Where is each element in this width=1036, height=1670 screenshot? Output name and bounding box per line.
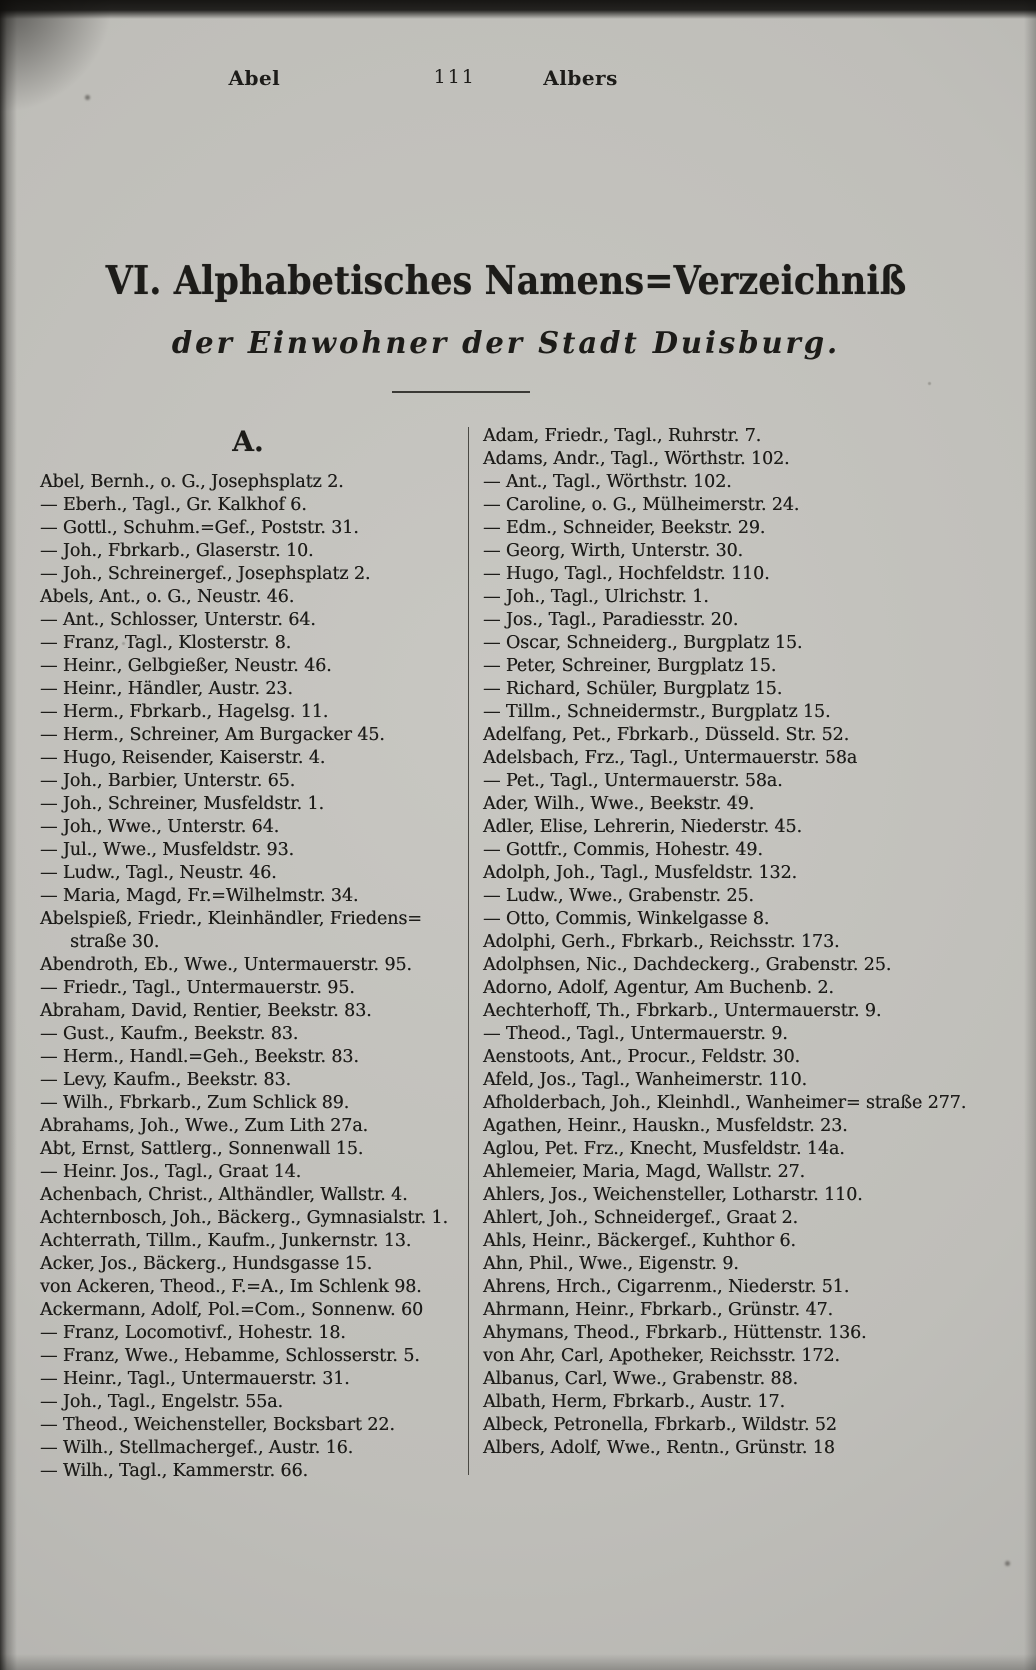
directory-columns: [40, 425, 972, 1483]
directory-entry: Adolphi, Gerh., Fbrkarb., Reichsstr. 173.: [483, 932, 840, 952]
directory-entry: — Joh., Fbrkarb., Glaserstr. 10.: [40, 541, 314, 561]
directory-entry: Adolphsen, Nic., Dachdeckerg., Grabenstr. 25.: [483, 955, 892, 975]
directory-entry: — Otto, Commis, Winkelgasse 8.: [483, 909, 770, 929]
directory-entry: Adams, Andr., Tagl., Wörthstr. 102.: [483, 449, 790, 469]
directory-entry: Adolph, Joh., Tagl., Musfeldstr. 132.: [483, 863, 797, 883]
title-divider-rule: [392, 391, 530, 393]
directory-entry: — Edm., Schneider, Beekstr. 29.: [483, 518, 766, 538]
directory-entry: — Tillm., Schneidermstr., Burgplatz 15.: [483, 702, 831, 722]
scan-dust-specks: [0, 0, 3, 3]
directory-entry: Albanus, Carl, Wwe., Grabenstr. 88.: [483, 1369, 798, 1389]
directory-entry: — Herm., Handl.=Geh., Beekstr. 83.: [40, 1047, 359, 1067]
directory-entry: Ahn, Phil., Wwe., Eigenstr. 9.: [483, 1254, 739, 1274]
directory-entry: Abelspieß, Friedr., Kleinhändler, Friedens= straße 30.: [40, 909, 422, 952]
directory-entry: — Pet., Tagl., Untermauerstr. 58a.: [483, 771, 783, 791]
header-keyword-right: Albers: [543, 66, 618, 90]
directory-entry: — Maria, Magd, Fr.=Wilhelmstr. 34.: [40, 886, 359, 906]
directory-entry: Albeck, Petronella, Fbrkarb., Wildstr. 52: [483, 1415, 837, 1435]
directory-entry: Abels, Ant., o. G., Neustr. 46.: [40, 587, 295, 607]
directory-entry: — Friedr., Tagl., Untermauerstr. 95.: [40, 978, 355, 998]
directory-entry: — Heinr. Jos., Tagl., Graat 14.: [40, 1162, 302, 1182]
entries-right: [483, 425, 970, 1460]
directory-entry: Ahrmann, Heinr., Fbrkarb., Grünstr. 47.: [483, 1300, 833, 1320]
directory-entry: — Gottfr., Commis, Hohestr. 49.: [483, 840, 763, 860]
directory-entry: Adorno, Adolf, Agentur, Am Buchenb. 2.: [483, 978, 834, 998]
directory-entry: Ahymans, Theod., Fbrkarb., Hüttenstr. 136.: [483, 1323, 867, 1343]
directory-entry: Ahls, Heinr., Bäckergef., Kuhthor 6.: [483, 1231, 796, 1251]
directory-entry: — Ludw., Tagl., Neustr. 46.: [40, 863, 277, 883]
directory-entry: — Joh., Barbier, Unterstr. 65.: [40, 771, 296, 791]
directory-entry: — Theod., Weichensteller, Bocksbart 22.: [40, 1415, 395, 1435]
directory-entry: — Hugo, Reisender, Kaiserstr. 4.: [40, 748, 326, 768]
entries-left: [40, 471, 456, 1483]
directory-entry: — Herm., Fbrkarb., Hagelsg. 11.: [40, 702, 329, 722]
directory-entry: Aglou, Pet. Frz., Knecht, Musfeldstr. 14a.: [483, 1139, 845, 1159]
directory-entry: Achenbach, Christ., Althändler, Wallstr. 4.: [40, 1185, 408, 1205]
directory-entry: von Ackeren, Theod., F.=A., Im Schlenk 98.: [40, 1277, 422, 1297]
directory-entry: — Joh., Wwe., Unterstr. 64.: [40, 817, 280, 837]
directory-entry: Adelfang, Pet., Fbrkarb., Düsseld. Str. 52.: [483, 725, 850, 745]
directory-entry: — Franz, Tagl., Klosterstr. 8.: [40, 633, 292, 653]
directory-entry: — Franz, Locomotivf., Hohestr. 18.: [40, 1323, 346, 1343]
directory-entry: — Herm., Schreiner, Am Burgacker 45.: [40, 725, 385, 745]
directory-entry: — Heinr., Tagl., Untermauerstr. 31.: [40, 1369, 350, 1389]
directory-entry: — Eberh., Tagl., Gr. Kalkhof 6.: [40, 495, 307, 515]
directory-entry: Ahlers, Jos., Weichensteller, Lotharstr. 110.: [483, 1185, 863, 1205]
directory-entry: — Ant., Tagl., Wörthstr. 102.: [483, 472, 732, 492]
directory-entry: — Heinr., Gelbgießer, Neustr. 46.: [40, 656, 332, 676]
directory-entry: — Levy, Kaufm., Beekstr. 83.: [40, 1070, 291, 1090]
directory-entry: — Wilh., Tagl., Kammerstr. 66.: [40, 1461, 308, 1481]
directory-entry: — Ant., Schlosser, Unterstr. 64.: [40, 610, 316, 630]
directory-column-left: [40, 425, 468, 1483]
directory-entry: — Joh., Tagl., Ulrichstr. 1.: [483, 587, 709, 607]
directory-entry: Adam, Friedr., Tagl., Ruhrstr. 7.: [483, 426, 762, 446]
directory-entry: Aechterhoff, Th., Fbrkarb., Untermauerstr. 9.: [483, 1001, 882, 1021]
directory-entry: Agathen, Heinr., Hauskn., Musfeldstr. 23.: [483, 1116, 848, 1136]
directory-entry: Abel, Bernh., o. G., Josephsplatz 2.: [40, 472, 344, 492]
directory-entry: — Heinr., Händler, Austr. 23.: [40, 679, 293, 699]
directory-entry: Abrahams, Joh., Wwe., Zum Lith 27a.: [40, 1116, 369, 1136]
directory-entry: Ader, Wilh., Wwe., Beekstr. 49.: [483, 794, 755, 814]
directory-column-right: [469, 425, 972, 1483]
directory-entry: — Theod., Tagl., Untermauerstr. 9.: [483, 1024, 788, 1044]
directory-entry: Abendroth, Eb., Wwe., Untermauerstr. 95.: [40, 955, 412, 975]
directory-entry: Aenstoots, Ant., Procur., Feldstr. 30.: [483, 1047, 800, 1067]
directory-entry: — Wilh., Fbrkarb., Zum Schlick 89.: [40, 1093, 350, 1113]
directory-entry: — Gottl., Schuhm.=Gef., Poststr. 31.: [40, 518, 359, 538]
directory-entry: — Jul., Wwe., Musfeldstr. 93.: [40, 840, 294, 860]
directory-entry: — Caroline, o. G., Mülheimerstr. 24.: [483, 495, 800, 515]
header-keyword-left: Abel: [228, 66, 281, 90]
page-content: [40, 0, 972, 1483]
directory-entry: — Georg, Wirth, Unterstr. 30.: [483, 541, 743, 561]
directory-entry: Achternbosch, Joh., Bäckerg., Gymnasialstr. 1.: [40, 1208, 448, 1228]
directory-entry: — Peter, Schreiner, Burgplatz 15.: [483, 656, 777, 676]
directory-entry: — Ludw., Wwe., Grabenstr. 25.: [483, 886, 754, 906]
directory-entry: Ahlert, Joh., Schneidergef., Graat 2.: [483, 1208, 799, 1228]
directory-entry: Acker, Jos., Bäckerg., Hundsgasse 15.: [40, 1254, 373, 1274]
running-header: [40, 66, 972, 94]
directory-entry: von Ahr, Carl, Apotheker, Reichsstr. 172.: [483, 1346, 840, 1366]
chapter-subtitle: der Einwohner der Stadt Duisburg.: [171, 326, 841, 361]
directory-entry: — Hugo, Tagl., Hochfeldstr. 110.: [483, 564, 770, 584]
directory-entry: Achterrath, Tillm., Kaufm., Junkernstr. 13.: [40, 1231, 412, 1251]
directory-entry: Adelsbach, Frz., Tagl., Untermauerstr. 58a: [483, 748, 858, 768]
directory-entry: Ahlemeier, Maria, Magd, Wallstr. 27.: [483, 1162, 805, 1182]
directory-entry: Ackermann, Adolf, Pol.=Com., Sonnenw. 60: [40, 1300, 424, 1320]
directory-entry: Abraham, David, Rentier, Beekstr. 83.: [40, 1001, 372, 1021]
directory-entry: — Richard, Schüler, Burgplatz 15.: [483, 679, 783, 699]
directory-entry: Albath, Herm, Fbrkarb., Austr. 17.: [483, 1392, 785, 1412]
section-letter-heading: A.: [232, 425, 264, 458]
directory-entry: Abt, Ernst, Sattlerg., Sonnenwall 15.: [40, 1139, 364, 1159]
directory-entry: — Joh., Schreiner, Musfeldstr. 1.: [40, 794, 324, 814]
directory-entry: Ahrens, Hrch., Cigarrenm., Niederstr. 51.: [483, 1277, 850, 1297]
directory-entry: — Oscar, Schneiderg., Burgplatz 15.: [483, 633, 803, 653]
directory-entry: — Gust., Kaufm., Beekstr. 83.: [40, 1024, 299, 1044]
directory-entry: — Joh., Tagl., Engelstr. 55a.: [40, 1392, 283, 1412]
directory-entry: Albers, Adolf, Wwe., Rentn., Grünstr. 18: [483, 1438, 835, 1458]
directory-entry: Afholderbach, Joh., Kleinhdl., Wanheimer= straße 277.: [483, 1093, 967, 1113]
directory-entry: Adler, Elise, Lehrerin, Niederstr. 45.: [483, 817, 802, 837]
directory-entry: — Joh., Schreinergef., Josephsplatz 2.: [40, 564, 371, 584]
chapter-title: VI. Alphabetisches Namens=Verzeichniß: [105, 258, 907, 304]
directory-entry: — Wilh., Stellmachergef., Austr. 16.: [40, 1438, 354, 1458]
directory-entry: — Franz, Wwe., Hebamme, Schlosserstr. 5.: [40, 1346, 420, 1366]
directory-entry: Afeld, Jos., Tagl., Wanheimerstr. 110.: [483, 1070, 808, 1090]
page-number: 111: [433, 66, 476, 88]
directory-entry: — Jos., Tagl., Paradiesstr. 20.: [483, 610, 739, 630]
title-block: [40, 258, 972, 393]
